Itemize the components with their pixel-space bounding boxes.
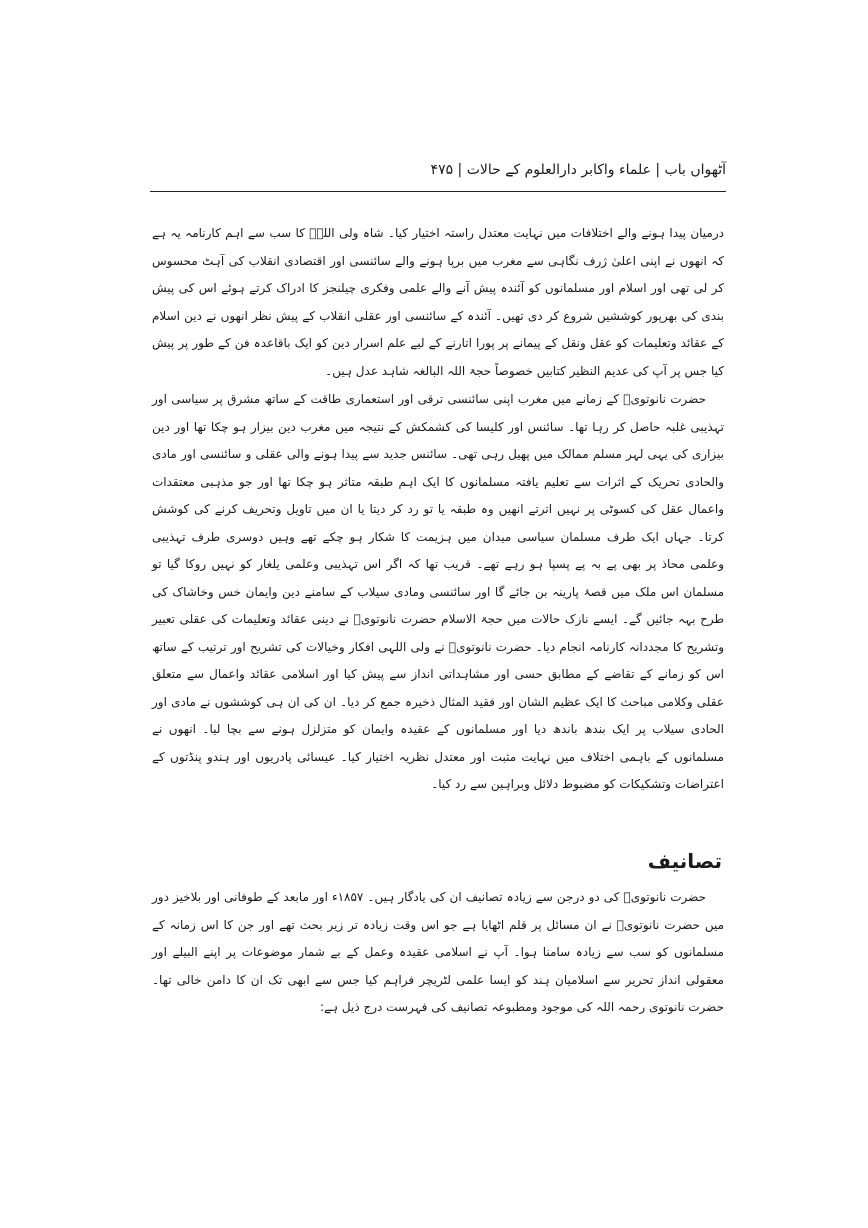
header-divider <box>150 191 726 192</box>
paragraph-text: درمیان پیدا ہونے والے اختلافات میں نہایت معتدل راستہ اختیار کیا۔ شاہ ولی اللہؒ کا سب سے اہم کارنامہ یہ ہے کہ انھوں نے اپنی اعلیٰ ژرف نگاہی سے مغرب میں برپا ہونے والے سائنسی اور اقتصادی انقلاب کی آہٹ محسوس کر لی تھی اور اسلام اور مسلمانوں کو آئندہ پیش آنے والے علمی وفکری چیلنجز کا ادراک کرتے ہوئے اس کی پیش بندی کی بھرپور کوششیں شروع کر دی تھیں۔ آئندہ کے سائنسی اور عقلی انقلاب کے پیش نظر انھوں نے دین اسلام کے عقائد وتعلیمات کو عقل ونقل کے پیمانے پر پورا اتارنے کے لیے علم اسرار دین کو ایک باقاعدہ فن کے طور پر پیش کیا جس پر آپ کی عدیم النظیر کتابیں خصوصاً حجۃ اللہ البالغہ شاہد عدل ہیں۔ <box>152 226 724 378</box>
paragraph-works <box>152 884 724 1022</box>
paragraph-text: حضرت نانوتویؒ کے زمانے میں مغرب اپنی سائنسی ترقی اور استعماری طاقت کے ساتھ مشرق پر سیاسی اور تہذیبی غلبہ حاصل کر رہا تھا۔ سائنس اور کلیسا کی کشمکش کے نتیجہ میں مغرب دین بیزار ہو چکا تھا اور دین بیزاری کی یہی لہر مسلم ممالک میں پھیل رہی تھی۔ سائنس جدید سے پیدا ہونے والی عقلی و سائنسی اور مادی والحادی تحریک کے اثرات سے تعلیم یافتہ مسلمانوں کا ایک اہم طبقہ متاثر ہو چکا تھا اور جو مذہبی معتقدات واعمال عقل کی کسوٹی پر نہیں اترتے انھیں وہ طبقہ یا تو رد کر دیتا یا ان میں تاویل وتحریف کرنے کی کوشش کرتا۔ جہاں ایک طرف مسلمان سیاسی میدان میں ہزیمت کا شکار ہو چکے تھے وہیں دوسری طرف تہذیبی وعلمی محاذ پر بھی پے بہ پے پسپا ہو رہے تھے۔ قریب تھا کہ اگر اس تہذیبی وعلمی یلغار کو نہیں روکا گیا تو مسلمان اس ملک میں قصۂ پارینہ بن جائے گا اور سائنسی ومادی سیلاب کے سامنے دین وایمان خس وخاشاک کی طرح بہہ جائیں گے۔ ایسے نازک حالات میں حجۃ الاسلام حضرت نانوتویؒ نے دینی عقائد وتعلیمات کی عقلی تعبیر وتشریح کا مجددانہ کارنامہ انجام دیا۔ حضرت نانوتویؒ نے ولی اللہی افکار وخیالات کی تشریح اور ترتیب کے ساتھ اس کو زمانے کے تقاضے کے مطابق حسی اور مشاہداتی انداز سے پیش کیا اور اسلامی عقائد واعمال سے متعلق عقلی وکلامی مباحث کا ایک عظیم الشان اور فقید المثال ذخیرہ جمع کر دیا۔ ان کی ان ہی کوششوں نے مادی اور الحادی سیلاب پر ایک بندھ باندھ دیا اور مسلمانوں کے عقیدہ وایمان کو متزلزل ہونے سے بچا لیا۔ انھوں نے مسلمانوں کے باہمی اختلاف میں نہایت مثبت اور معتدل نظریہ اختیار کیا۔ عیسائی پادریوں اور ہندو پنڈتوں کے اعتراضات وتشکیکات کو مضبوط دلائل وبراہین سے رد کیا۔ <box>152 392 725 791</box>
paragraph-nanotvi-era <box>152 386 724 799</box>
paragraph-text: حضرت نانوتویؒ کی دو درجن سے زیادہ تصانیف ان کی یادگار ہیں۔ ۱۸۵۷ء اور مابعد کے طوفانی اور بلاخیز دور میں حضرت نانوتویؒ نے ان مسائل پر قلم اٹھایا ہے جو اس وقت زیادہ تر زیر بحث تھے اور جن کا اس زمانہ کے مسلمانوں کو سب سے زیادہ سامنا ہوا۔ آپ نے اسلامی عقیدہ وعمل کے بے شمار موضوعات پر اپنے البیلے اور معقولی انداز تحریر سے اسلامیان ہند کو ایسا علمی لٹریچر فراہم کیا جس سے ابھی تک ان کا دامن خالی تھا۔ حضرت نانوتوی رحمہ اللہ کی موجود ومطبوعہ تصانیف کی فہرست درج ذیل ہے: <box>152 890 724 1014</box>
section-heading-tasaneef: تصانیف <box>647 849 722 873</box>
running-header: آٹھواں باب | علماء واکابر دارالعلوم کے حالات | ۴۷۵ <box>430 162 726 178</box>
paragraph-shah-waliullah <box>152 220 724 385</box>
